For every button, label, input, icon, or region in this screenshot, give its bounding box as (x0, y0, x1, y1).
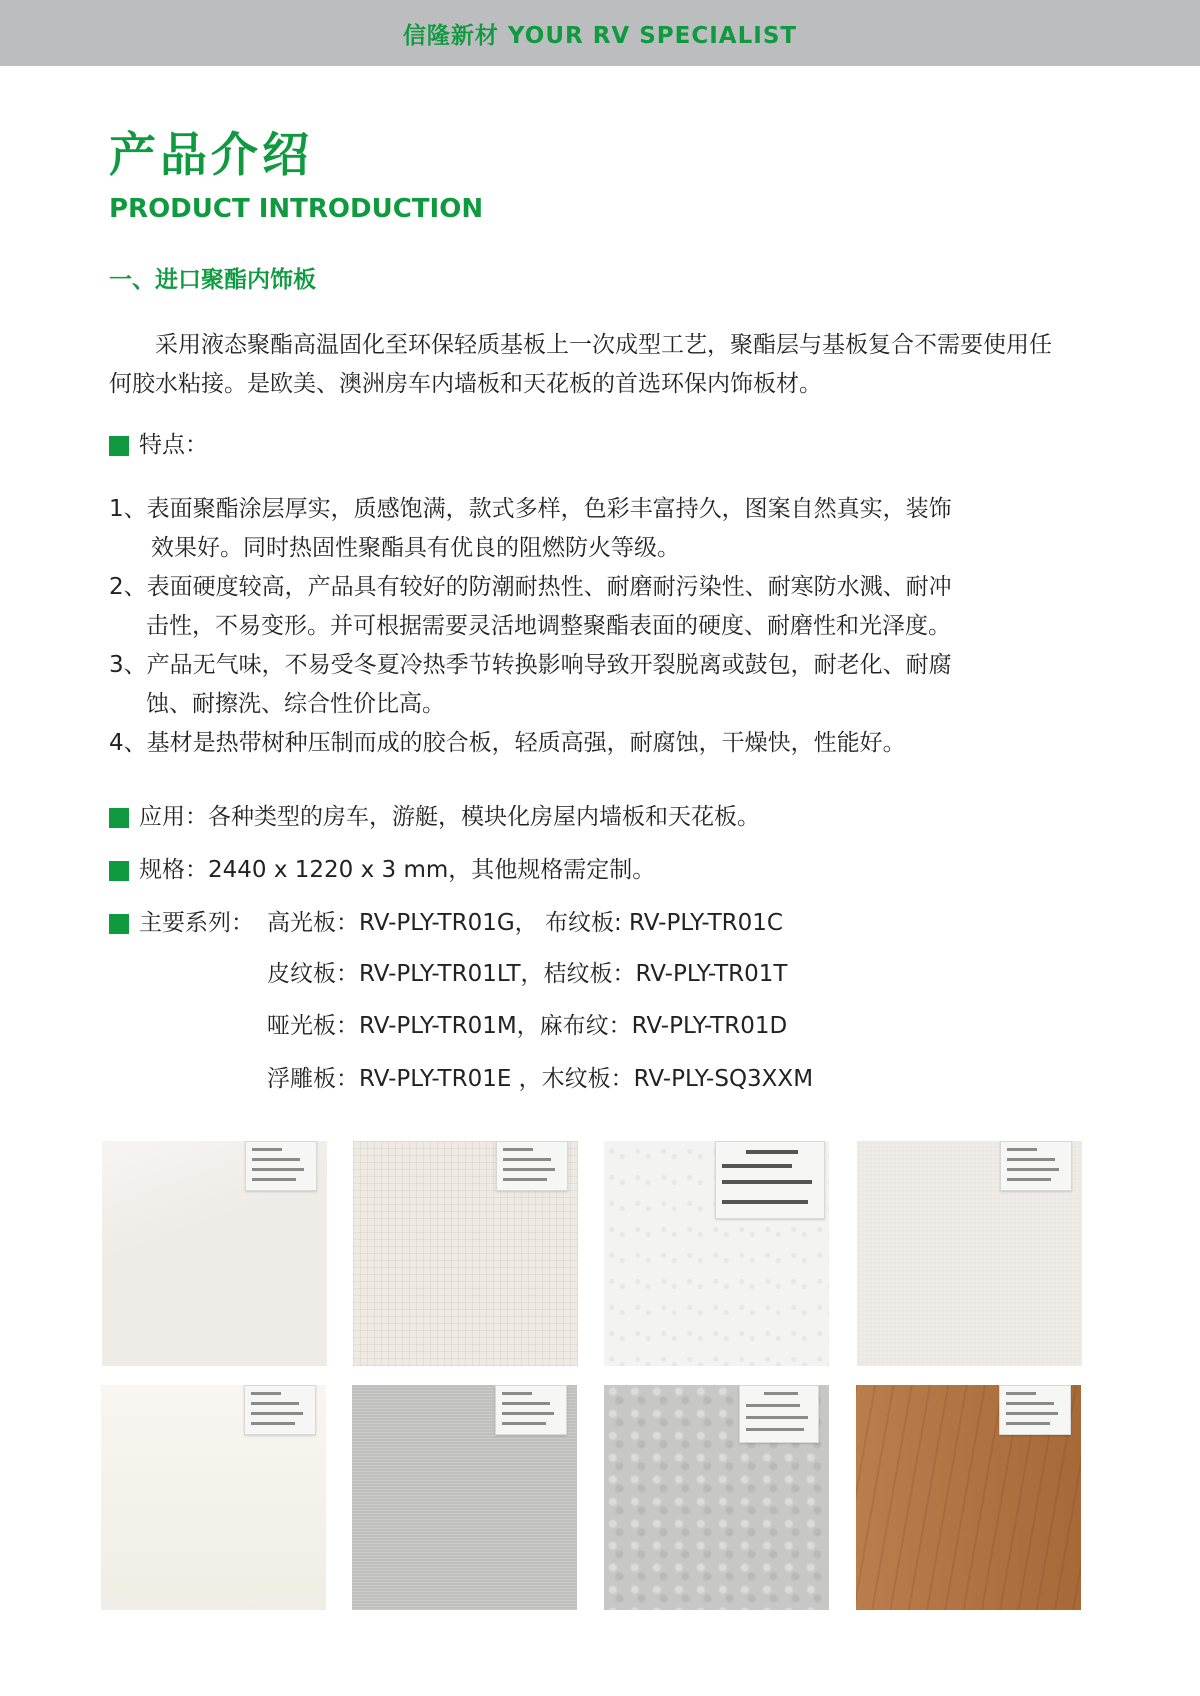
features-heading (109, 432, 208, 460)
green-square-icon (109, 861, 129, 881)
green-square-icon (109, 808, 129, 828)
series-line-3: 哑光板：RV-PLY-TR01M，麻布纹：RV-PLY-TR01D (267, 1013, 788, 1039)
application-row (109, 804, 760, 832)
product-label-card (496, 1141, 568, 1191)
feature-item-1 (109, 490, 1069, 568)
header-bar (0, 0, 1200, 66)
feature-number: 1、 (109, 496, 147, 522)
series-line-4: 浮雕板：RV-PLY-TR01E ，木纹板：RV-PLY-SQ3XXM (267, 1066, 814, 1092)
application-text: 应用：各种类型的房车，游艇，模块化房屋内墙板和天花板。 (139, 804, 760, 830)
feature-text-cont: 蚀、耐擦洗、综合性价比高。 (146, 691, 445, 717)
product-label-card (245, 1141, 317, 1191)
high-gloss-panel-photo (102, 1141, 327, 1366)
feature-number: 2、 (109, 574, 147, 600)
feature-text-cont: 击性，不易变形。并可根据需要灵活地调整聚酯表面的硬度、耐磨性和光泽度。 (146, 613, 951, 639)
green-square-icon (109, 436, 129, 456)
series-line-2: 皮纹板：RV-PLY-TR01LT，桔纹板：RV-PLY-TR01T (267, 961, 788, 987)
product-label-card (495, 1385, 567, 1435)
feature-text: 表面聚酯涂层厚实，质感饱满，款式多样，色彩丰富持久，图案自然真实，装饰 (146, 496, 952, 522)
series-label: 主要系列： (139, 910, 254, 936)
feature-text: 基材是热带树种压制而成的胶合板，轻质高强，耐腐蚀，干燥快，性能好。 (146, 730, 906, 756)
section-title: 一、进口聚酯内饰板 (109, 267, 316, 293)
product-label-card (715, 1141, 825, 1219)
product-label-card (999, 1385, 1071, 1435)
leather-grain-panel-photo (604, 1141, 829, 1366)
feature-text: 产品无气味，不易受冬夏冷热季节转换影响导致开裂脱离或鼓包，耐老化、耐腐 (146, 652, 952, 678)
feature-item-3 (109, 646, 1069, 724)
cloth-pattern-panel-photo (353, 1141, 578, 1366)
product-label-card (244, 1385, 316, 1435)
header-text: 信隆新材 YOUR RV SPECIALIST (402, 22, 798, 49)
feature-item-2 (109, 568, 1069, 646)
wood-grain-panel-photo (856, 1385, 1081, 1610)
green-square-icon (109, 914, 129, 934)
features-heading-text: 特点： (139, 432, 208, 458)
page-title-cn: 产品介绍 (109, 128, 313, 183)
page-title-en: PRODUCT INTRODUCTION (109, 194, 484, 224)
feature-number: 3、 (109, 652, 147, 678)
intro-paragraph: 采用液态聚酯高温固化至环保轻质基板上一次成型工艺，聚酯层与基板复合不需要使用任何胶水粘接。是欧美、澳洲房车内墙板和天花板的首选环保内饰板材。 (109, 332, 1052, 397)
orange-peel-panel-photo (857, 1141, 1082, 1366)
series-line-1: 高光板：RV-PLY-TR01G， 布纹板: RV-PLY-TR01C (267, 910, 783, 936)
series-row (109, 910, 254, 938)
product-label-card (1000, 1141, 1072, 1191)
embossed-panel-photo (604, 1385, 829, 1610)
feature-number: 4、 (109, 730, 147, 756)
spec-text: 规格：2440 x 1220 x 3 mm，其他规格需定制。 (139, 857, 656, 883)
matte-panel-photo (101, 1385, 326, 1610)
feature-text: 表面硬度较高，产品具有较好的防潮耐热性、耐磨耐污染性、耐寒防水溅、耐冲 (146, 574, 952, 600)
product-label-card (739, 1385, 819, 1443)
feature-text-cont: 效果好。同时热固性聚酯具有优良的阻燃防火等级。 (151, 535, 680, 561)
feature-item-4 (109, 724, 1069, 763)
spec-row (109, 857, 655, 885)
linen-pattern-panel-photo (352, 1385, 577, 1610)
